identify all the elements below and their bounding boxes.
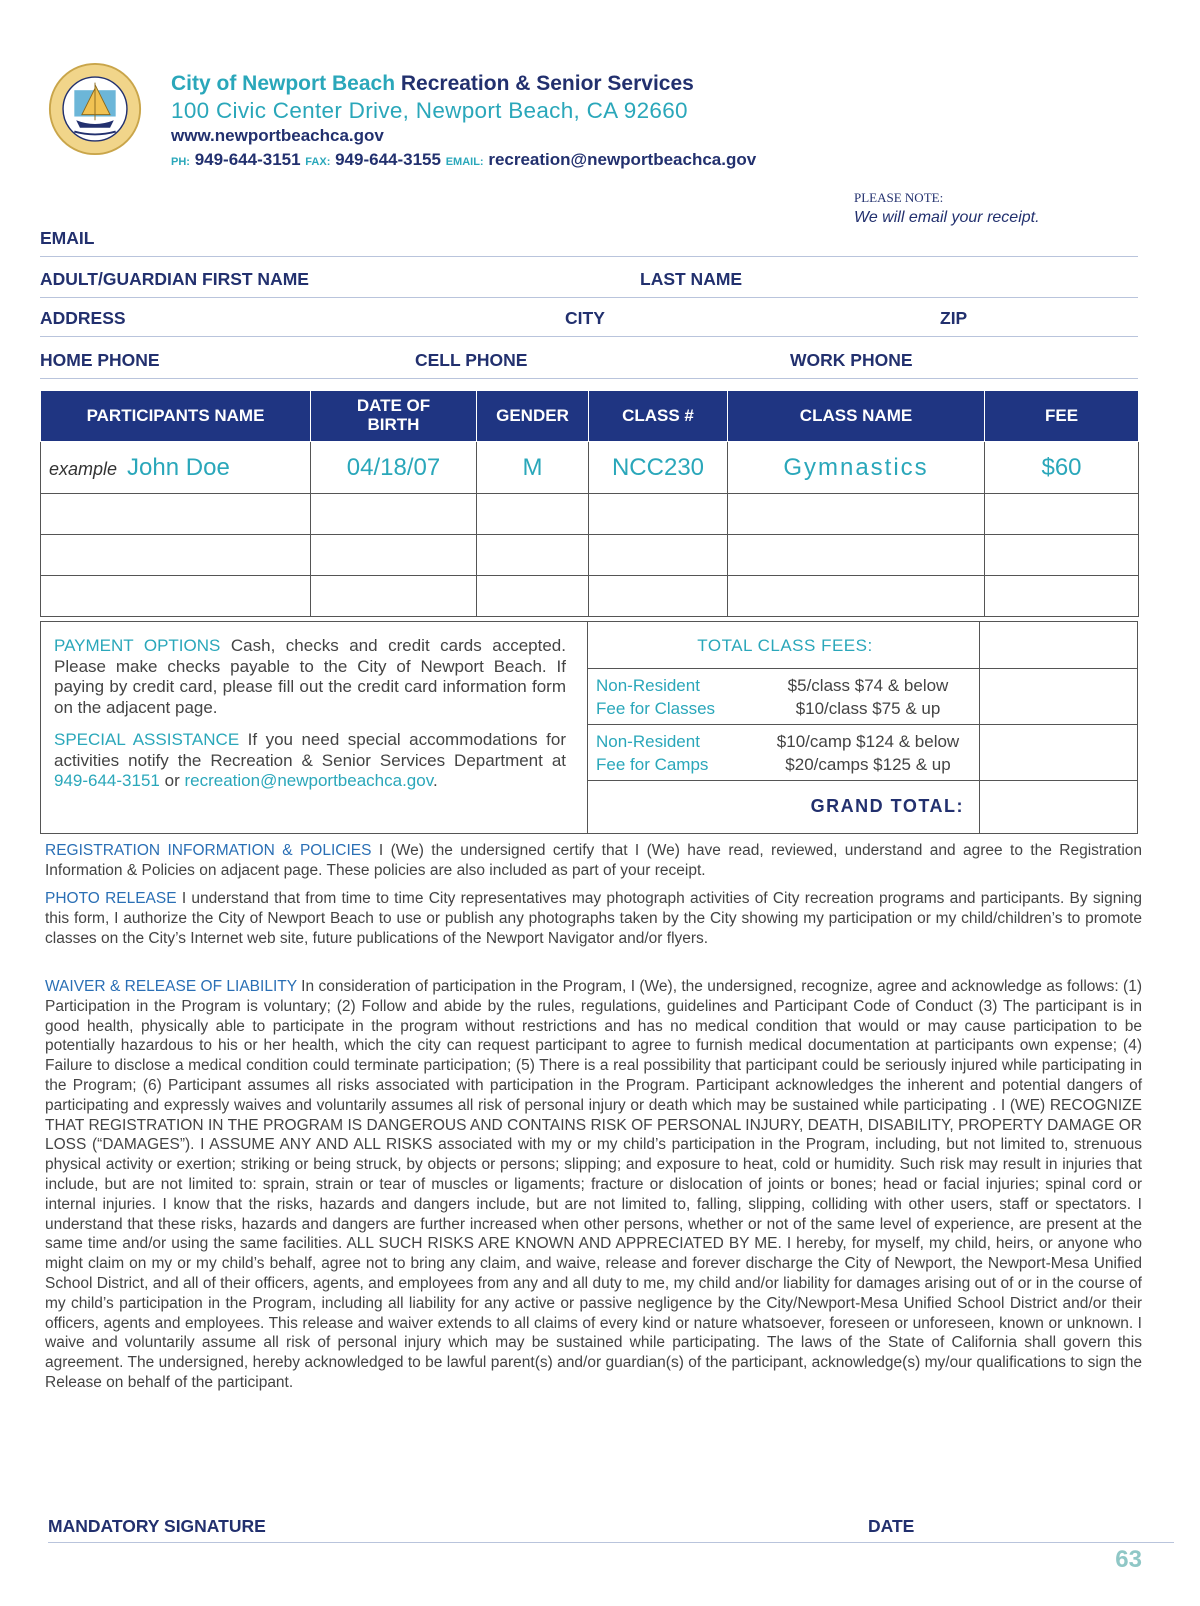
grand-total-label-cell (588, 781, 982, 833)
fees-box (587, 621, 1139, 834)
example-class-name: Gymnastics (728, 442, 985, 494)
waiver-release-heading: WAIVER & RELEASE OF LIABILITY (45, 978, 297, 995)
nonresident-camps-label-1: Non-Resident (596, 732, 700, 751)
nonresident-classes-rate-2: $10/class $75 & up (795, 699, 941, 718)
grand-total-value[interactable] (979, 781, 1137, 833)
nonresident-camps-label-2: Fee for Camps (596, 755, 709, 774)
special-assistance-phone: 949-644-3151 (54, 771, 160, 790)
grand-total-row (587, 780, 1138, 834)
note-text: We will email your receipt. (854, 209, 1040, 226)
dob-cell[interactable] (311, 535, 477, 576)
registration-policies-heading: REGISTRATION INFORMATION & POLICIES (45, 842, 372, 859)
example-gender: M (477, 442, 589, 494)
class-number-cell[interactable] (589, 494, 728, 535)
city-field-label: CITY (565, 308, 605, 328)
example-label: example (49, 458, 118, 479)
total-class-fees-value[interactable] (979, 622, 1137, 668)
photo-release-text: I understand that from time to time City representatives may photograph activities of City recreation programs and participants. By signing this form, I authorize the City of Newport Beach to use or publish any photographs taken by the City showing my participation or my child/children’s to promote classes on the City’s Internet web site, future publications of the Newport Navigator and/or flyers. (45, 890, 1142, 947)
col-header-class-name: CLASS NAME (728, 391, 985, 442)
org-website[interactable]: www.newportbeachca.gov (171, 126, 384, 145)
special-assistance-heading: SPECIAL ASSISTANCE (54, 730, 240, 749)
table-row[interactable] (41, 576, 1139, 617)
org-city: City of Newport Beach (171, 72, 396, 95)
nonresident-camps-cell (588, 725, 982, 780)
participant-cell[interactable] (41, 576, 311, 617)
email-label: EMAIL: (445, 156, 484, 168)
nonresident-classes-value[interactable] (979, 669, 1137, 724)
cell-phone-field-label: CELL PHONE (415, 350, 528, 370)
fee-cell[interactable] (985, 535, 1139, 576)
fee-cell[interactable] (985, 576, 1139, 617)
registration-policies-text: I (We) the undersigned certify that I (We) have read, reviewed, understand and agree to the Registration Information & Policies on adjacent page. These policies are also included as part of your receipt. (45, 842, 1142, 879)
photo-release-heading: PHOTO RELEASE (45, 890, 177, 907)
email-field-line[interactable] (40, 256, 1138, 257)
example-participant: John Doe (127, 453, 230, 481)
example-class-number: NCC230 (589, 442, 728, 494)
note-label: PLEASE NOTE: (854, 190, 944, 205)
special-assistance-or: or (164, 771, 180, 790)
col-header-dob: DATE OF BIRTH (311, 391, 477, 442)
table-row[interactable] (41, 494, 1139, 535)
nonresident-classes-label-1: Non-Resident (596, 676, 700, 695)
nonresident-camps-row (587, 724, 1138, 781)
signature-line[interactable] (48, 1542, 1174, 1543)
special-assistance-end: . (432, 771, 438, 790)
fax: 949-644-3155 (335, 150, 441, 169)
class-name-cell[interactable] (728, 535, 985, 576)
payment-options (54, 636, 566, 718)
date-label: DATE (868, 1516, 915, 1536)
col-header-fee: FEE (985, 391, 1139, 442)
phone-label: PH: (171, 156, 190, 168)
payment-options-heading: PAYMENT OPTIONS (54, 636, 221, 655)
address-field-line[interactable] (40, 336, 1138, 337)
gender-cell[interactable] (477, 576, 589, 617)
city-seal-logo (48, 62, 142, 156)
participant-cell[interactable] (41, 535, 311, 576)
nonresident-classes-cell (588, 669, 982, 724)
col-header-class-number: CLASS # (589, 391, 728, 442)
nonresident-camps-value[interactable] (979, 725, 1137, 780)
total-class-fees-row (587, 621, 1138, 669)
org-title (171, 72, 694, 96)
waiver-release-text: In consideration of participation in the Program, I (We), the undersigned, recognize, agree and acknowledge as follows: (1) Participation in the Program is voluntary; (2) Follow and abide by the rules, regulations, guidelines and Participant Code of Conduct (3) The participant is in good health, physically able to participate in the program without restrictions and has no medical condition that would or may cause participation to be potentially hazardous to his or her health, which the city can request participant to agree to furnish medical documentation at participants own expense; (4) Failure to disclose a medical condition could terminate participation; (5) There is a real possibility that participant could be seriously injured while participating in the Program; (6) Participant assumes all risks associated with participation in the Program. Participant acknowledges the inherent and potential dangers of participating and expressly waives and voluntarily assumes all risk of personal injury or death which may be sustained while participating . I (WE) RECOGNIZE THAT REGISTRATION IN THE PROGRAM IS DANGEROUS AND CONTAINS RISK OF PERSONAL INJURY, DEATH, DISABILITY, PROPERTY DAMAGE OR LOSS (“DAMAGES”). I ASSUME ANY AND ALL RISKS associated with my or my child’s participation in the Program, including, but not limited to, strenuous physical activity or exertion; striking or being struck, by objects or persons; slipping; and exposure to heat, cold or humidity. Such risk may result in injuries that include, but are not limited to: sprain, strain or tear of muscles or ligaments; fracture or dislocation of joints or bones; head or facial injuries; spinal cord or internal injuries. I know that the risks, hazards and dangers include, but are not limited to, falling, slipping, colliding with other users, staff or spectators. I understand that these risks, hazards and dangers are further increased when other persons, whether or not of the same level of experience, are present at the same time and/or using the same facilities. ALL SUCH RISKS ARE KNOWN AND APPRECIATED BY ME. I hereby, for myself, my child, heirs, or anyone who might claim on my or my child’s behalf, agree not to bring any claim, and waive, release and forever discharge the City of Newport, the Newport-Mesa Unified School District, and all of their officers, agents, and employees from any and all duty to me, my child and/or liability for damages arising out of or in the course of my child’s participation in the Program, including all liability for any active or passive negligence by the City/Newport-Mesa Unified School District and/or their officers, agents and employees. This release and waiver extends to all claims of every kind or nature whatsoever, foreseen or unforeseen, known or unknown. I waive and voluntarily assume all risk of personal injury which may be sustained while participating. The laws of the State of California shall govern this agreement. The undersigned, hereby acknowledged to be lawful parent(s) and/or guardian(s) of the participant, acknowledge(s) my/our qualifications to sign the Release on behalf of the participant. (45, 978, 1142, 1391)
email[interactable]: recreation@newportbeachca.gov (488, 150, 757, 169)
org-contact (171, 150, 756, 170)
phone: 949-644-3151 (194, 150, 301, 169)
registration-table (40, 390, 1139, 617)
col-header-participant: PARTICIPANTS NAME (41, 391, 311, 442)
special-assistance-text: If you need special accommodations for activities notify the Recreation & Senior Services Department at (54, 730, 566, 770)
fax-label: FAX: (305, 156, 331, 168)
last-name-field-label: LAST NAME (640, 269, 743, 289)
payment-options-text: Cash, checks and credit cards accepted. Please make checks payable to the City of Newport Beach. If paying by credit card, please fill out the credit card information form on the adjacent page. (54, 636, 566, 717)
email-field-label: EMAIL (40, 228, 95, 248)
photo-release (45, 889, 1142, 948)
nonresident-camps-rate-2: $20/camps $125 & up (785, 755, 951, 774)
grand-total-label: GRAND TOTAL: (810, 796, 964, 816)
signature-label: MANDATORY SIGNATURE (48, 1516, 266, 1536)
org-dept: Recreation & Senior Services (400, 72, 694, 95)
total-class-fees-label: TOTAL CLASS FEES: (697, 636, 873, 655)
table-row[interactable] (41, 535, 1139, 576)
class-name-cell[interactable] (728, 576, 985, 617)
org-address: 100 Civic Center Drive, Newport Beach, CA 92660 (171, 98, 688, 123)
phone-field-line[interactable] (40, 378, 1138, 379)
page-number: 63 (1115, 1546, 1142, 1573)
class-number-cell[interactable] (589, 576, 728, 617)
example-participant-cell (41, 442, 311, 494)
class-number-cell[interactable] (589, 535, 728, 576)
class-name-cell[interactable] (728, 494, 985, 535)
example-dob: 04/18/07 (311, 442, 477, 494)
participant-cell[interactable] (41, 494, 311, 535)
name-field-line[interactable] (40, 297, 1138, 298)
dob-cell[interactable] (311, 494, 477, 535)
nonresident-camps-rate-1: $10/camp $124 & below (776, 732, 960, 751)
zip-field-label: ZIP (940, 308, 968, 328)
nonresident-classes-row (587, 668, 1138, 725)
nonresident-classes-rate-1: $5/class $74 & below (787, 676, 949, 695)
work-phone-field-label: WORK PHONE (790, 350, 913, 370)
table-header-row (41, 391, 1139, 442)
waiver-release (45, 977, 1142, 1393)
gender-cell[interactable] (477, 535, 589, 576)
registration-policies (45, 841, 1142, 881)
nonresident-classes-label-2: Fee for Classes (596, 699, 716, 718)
special-assistance (54, 730, 566, 792)
dob-cell[interactable] (311, 576, 477, 617)
table-row-example (41, 442, 1139, 494)
home-phone-field-label: HOME PHONE (40, 350, 160, 370)
first-name-field-label: ADULT/GUARDIAN FIRST NAME (40, 269, 309, 289)
special-assistance-email[interactable]: recreation@newportbeachca.gov (184, 771, 433, 790)
gender-cell[interactable] (477, 494, 589, 535)
example-fee: $60 (985, 442, 1139, 494)
address-field-label: ADDRESS (40, 308, 126, 328)
total-class-fees-label-cell (588, 622, 982, 668)
fee-cell[interactable] (985, 494, 1139, 535)
col-header-gender: GENDER (477, 391, 589, 442)
